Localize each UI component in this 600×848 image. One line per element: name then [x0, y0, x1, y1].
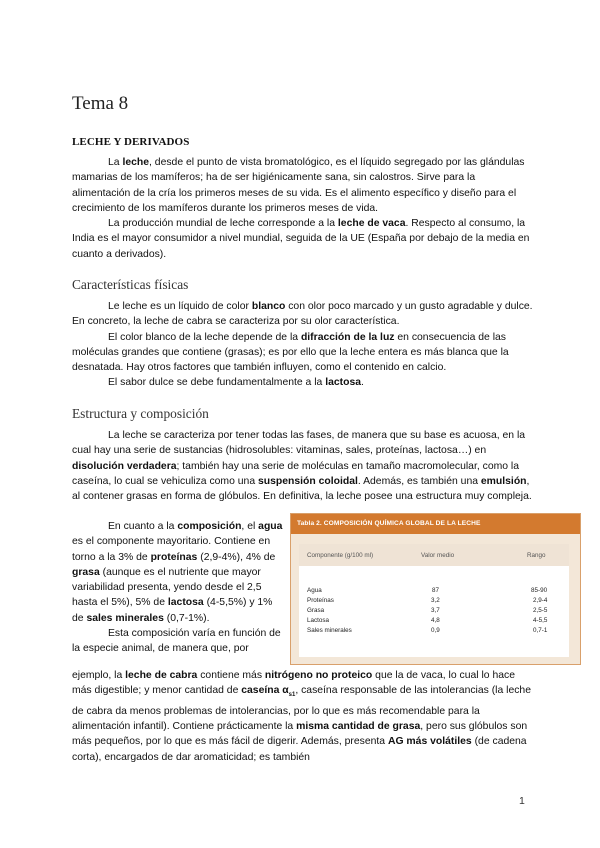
table-cell: 87	[432, 587, 440, 594]
physical-paragraph-1: Le leche es un líquido de color blanco con olor poco marcado y un gusto agradable y dulce. En concreto, la leche de cabra se caracteriza por su olor característica.	[72, 301, 533, 328]
table-cell: 3,2	[431, 597, 440, 604]
intro-text	[72, 155, 534, 262]
table-cell: Lactosa	[307, 617, 330, 624]
table-header-range: Rango	[527, 552, 546, 559]
section-heading-structure: Estructura y composición	[72, 406, 209, 421]
intro-paragraph-1: La leche, desde el punto de vista bromatológico, es el líquido segregado por las glándulas mamarias de los mamíferos; ha de ser higiénicamente sana, sin calostros. Sirve para la alimentación de la cría los primeros meses de su vida. Es el alimento específico y diseño para el crecimiento de los mamíferos durante los primeros meses de vida.	[72, 157, 525, 214]
table-row	[299, 627, 569, 636]
table-body	[299, 544, 569, 657]
chapter-subtitle: LECHE Y DERIVADOS	[72, 136, 190, 148]
table-cell: Proteínas	[307, 597, 334, 604]
table-row	[299, 617, 569, 626]
physical-paragraph-3: El sabor dulce se debe fundamentalmente a la lactosa.	[108, 377, 364, 389]
table-row	[299, 607, 569, 616]
table-cell: 0,7-1	[533, 627, 548, 634]
table-cell: 2,5-5	[533, 607, 548, 614]
variation-paragraph-start: Esta composición varía en función de la especie animal, de manera que, por	[72, 628, 281, 655]
composition-column	[72, 519, 286, 657]
page-number: 1	[519, 795, 525, 807]
table-cell: 2,9-4	[533, 597, 548, 604]
structure-text	[72, 428, 534, 504]
table-cell: 0,9	[431, 627, 440, 634]
structure-paragraph-1: La leche se caracteriza por tener todas las fases, de manera que su base es acuosa, en la cual hay una serie de sustancias (hidrosolubles: vitaminas, sales, proteínas, lactosa…) en disolución verdadera; también hay una serie de moléculas en tamaño macromolecular, como la caseína, lo cual se vehiculiza como una suspensión coloidal. Además, es también una emulsión, al contener grasas en forma de glóbulos. En definitiva, la leche posee una estructura muy compleja.	[72, 430, 532, 503]
page-title: Tema 8	[72, 93, 129, 114]
table-header-mean: Valor medio	[421, 552, 455, 559]
composition-table	[290, 513, 581, 665]
table-row	[299, 597, 569, 606]
table-cell: 3,7	[431, 607, 440, 614]
goat-milk-text	[72, 668, 534, 765]
table-cell: 4,8	[431, 617, 440, 624]
table-title: Tabla 2. COMPOSICIÓN QUÍMICA GLOBAL DE LA LECHE	[291, 514, 580, 534]
table-header-component: Componente (g/100 ml)	[307, 552, 374, 559]
intro-paragraph-2: La producción mundial de leche corresponde a la leche de vaca. Respecto al consumo, la India es el mayor consumidor a nivel mundial, seguida de la UE (España por debajo de la media en cuanto a derivados).	[72, 218, 530, 260]
table-header-row	[299, 544, 569, 566]
table-cell: Grasa	[307, 607, 325, 614]
table-cell: 4-5,5	[533, 617, 548, 624]
table-cell: 85-90	[531, 587, 548, 594]
table-cell: Agua	[307, 587, 322, 594]
physical-paragraph-2: El color blanco de la leche depende de la difracción de la luz en consecuencia de las moléculas grandes que contiene (grasas); es por ello que la leche entera es más blanca que la desnatada. Hay otros factores que también influyen, como el contenido en calcio.	[72, 331, 509, 374]
physical-text	[72, 299, 534, 391]
goat-milk-paragraph: ejemplo, la leche de cabra contiene más nitrógeno no proteico que la de vaca, lo cual lo hace más digestible; y menor cantidad de caseína $\alpha_{s1}$, caseína responsable de las intolerancias (la leche de cabra da menos problemas de intolerancias, por lo que es más recomendable para la alimentación infantil). Contiene prácticamente la misma cantidad de grasa, pero sus glóbulos son más pequeños, por lo que es más fácil de digerir. Además, presenta AG más volátiles (de cadena corta), encargados de dar aromaticidad; es también	[72, 670, 531, 763]
composition-paragraph: En cuanto a la composición, el agua es el componente mayoritario. Contiene en torno a la 3% de proteínas (2,9-4%), 4% de grasa (aunque es el nutriente que mayor variabilidad presenta, yendo desde el 2,5 hasta el 5%), 5% de lactosa (4-5,5%) y 1% de sales minerales (0,7-1%).	[72, 521, 283, 624]
table-row	[299, 587, 569, 596]
section-heading-physical: Características físicas	[72, 277, 189, 292]
table-cell: Sales minerales	[307, 627, 352, 634]
